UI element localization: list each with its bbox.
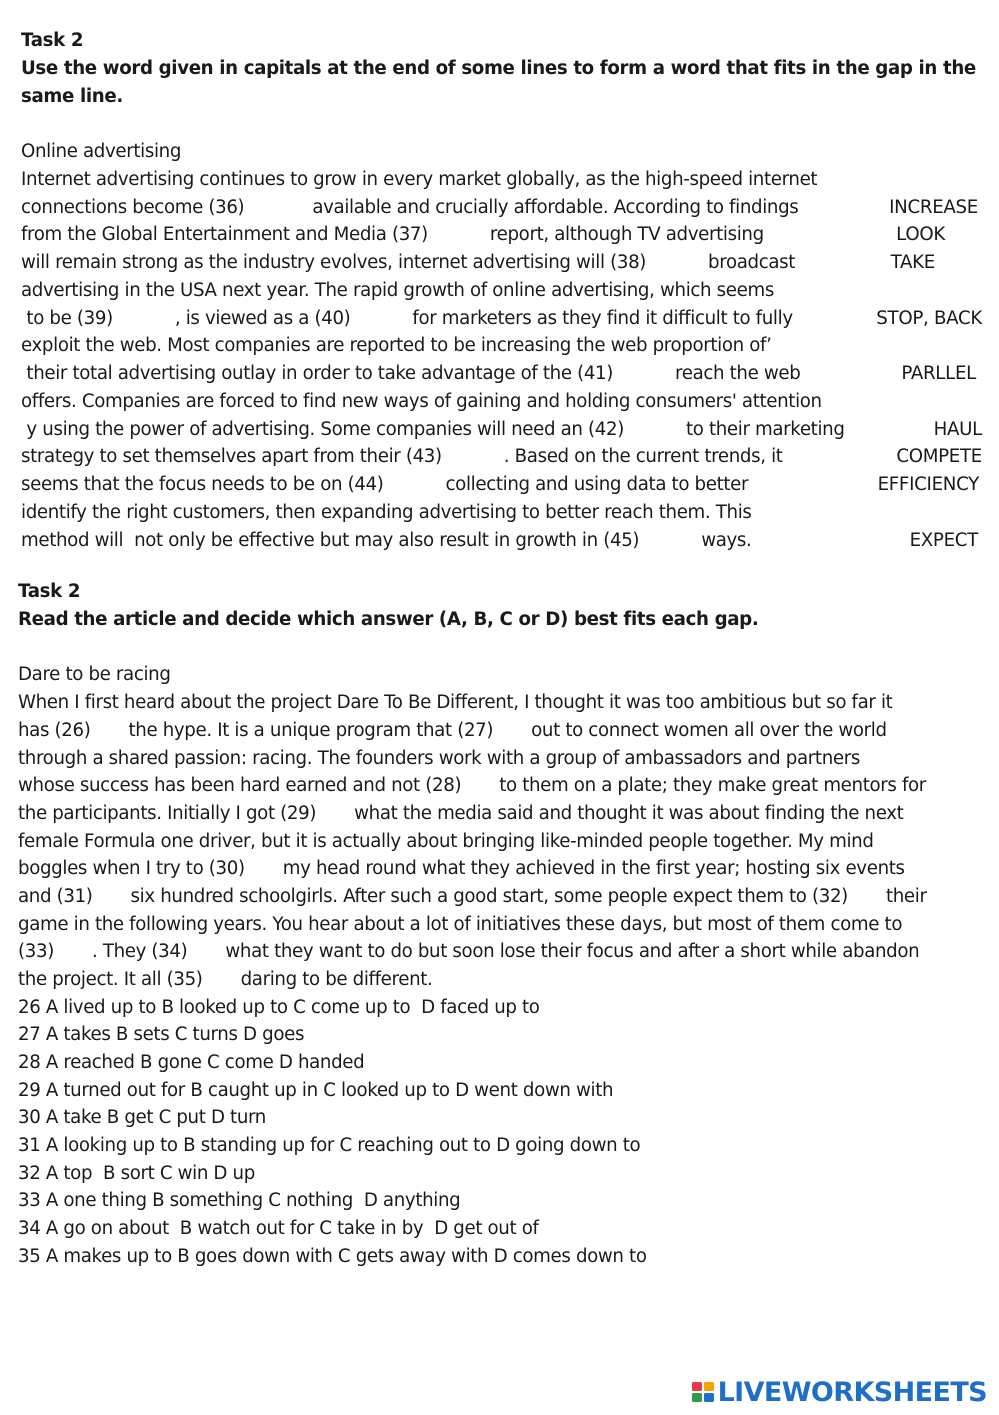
option-line-35: 35 A makes up to B goes down with C gets away with D comes down to — [18, 1246, 647, 1267]
task1-line — [21, 527, 751, 555]
option-line-31: 31 A looking up to B standing up for C reaching out to D going down to — [18, 1135, 641, 1156]
line-text: available and crucially affordable. According to findings — [312, 197, 799, 218]
option-line-33: 33 A one thing B something C nothing D anything — [18, 1190, 461, 1211]
line-text: seems that the focus needs to be on (44) — [21, 474, 384, 495]
task2-instructions: Read the article and decide which answer (A, B, C or D) best fits each gap. — [18, 609, 759, 630]
option-line-34: 34 A go on about B watch out for C take in by D get out of — [18, 1218, 539, 1239]
task1-line — [21, 221, 764, 249]
liveworksheets-logo[interactable] — [692, 1372, 987, 1412]
line-text: y using the power of advertising. Some companies will need an (42) — [21, 419, 624, 440]
line-text: for marketers as they find it difficult to fully — [412, 308, 793, 329]
task1-line — [21, 194, 798, 222]
keyword-parllel: PARLLEL — [901, 363, 976, 384]
line-text: , is viewed as a (40) — [174, 308, 351, 329]
line-text: method will not only be effective but may also result in growth in (45) — [21, 530, 640, 551]
option-line-26: 26 A lived up to B looked up to C come up to D faced up to — [18, 997, 540, 1018]
logo-square-orange — [704, 1382, 714, 1391]
task1-line — [21, 305, 793, 333]
line-text: connections become (36) — [21, 197, 245, 218]
task1-line — [21, 416, 845, 444]
task1-line: Internet advertising continues to grow in every market globally, as the high-speed internet — [21, 169, 818, 190]
line-text: will remain strong as the industry evolves, internet advertising will (38) — [21, 252, 647, 273]
task1-line: identify the right customers, then expanding advertising to better reach them. This — [21, 502, 752, 523]
line-text: ways. — [701, 530, 752, 551]
task1-line — [21, 443, 783, 471]
task1-line: advertising in the USA next year. The rapid growth of online advertising, which seems — [21, 280, 774, 301]
task1-line: offers. Companies are forced to find new ways of gaining and holding consumers' attention — [21, 391, 822, 412]
line-text: strategy to set themselves apart from their (43) — [21, 446, 442, 467]
line-text: collecting and using data to better — [445, 474, 749, 495]
task2-line: game in the following years. You hear about a lot of initiatives these days, but most of them come to — [18, 914, 903, 935]
task2-line: (33) . They (34) what they want to do but soon lose their focus and after a short while abandon — [18, 941, 920, 962]
keyword-stop-back: STOP, BACK — [876, 308, 982, 329]
option-line-30: 30 A take B get C put D turn — [18, 1107, 266, 1128]
task2-line: the project. It all (35) daring to be different. — [18, 969, 433, 990]
task2-line: boggles when I try to (30) my head round what they achieved in the first year; hosting six events — [18, 858, 905, 879]
line-text: their total advertising outlay in order to take advantage of the (41) — [21, 363, 614, 384]
task2-line: whose success has been hard earned and not (28) to them on a plate; they make great mentors for — [18, 775, 926, 796]
logo-square-blue — [704, 1393, 714, 1402]
keyword-compete: COMPETE — [896, 446, 982, 467]
keyword-increase: INCREASE — [889, 197, 978, 218]
keyword-expect: EXPECT — [909, 530, 978, 551]
task2-title: Dare to be racing — [18, 664, 171, 685]
keyword-efficiency: EFFICIENCY — [877, 474, 979, 495]
task1-line — [21, 360, 800, 388]
task2-line: When I first heard about the project Dare To Be Different, I thought it was too ambitious but so far it — [18, 692, 893, 713]
line-text: reach the web — [675, 363, 801, 384]
task2-line: and (31) six hundred schoolgirls. After such a good start, some people expect them to (32) their — [18, 886, 927, 907]
line-text: from the Global Entertainment and Media (37) — [21, 224, 428, 245]
line-text: to be (39) — [21, 308, 113, 329]
keyword-haul: HAUL — [933, 419, 982, 440]
option-line-28: 28 A reached B gone C come D handed — [18, 1052, 365, 1073]
liveworksheets-logo-text: LIVEWORKSHEETS — [717, 1376, 987, 1408]
logo-square-red — [692, 1382, 702, 1391]
task1-instructions-line1: Use the word given in capitals at the end of some lines to form a word that fits in the gap in the — [21, 58, 976, 79]
logo-square-green — [692, 1393, 702, 1402]
line-text: broadcast — [708, 252, 796, 273]
task2-line: the participants. Initially I got (29) what the media said and thought it was about finding the next — [18, 803, 904, 824]
line-text: report, although TV advertising — [489, 224, 764, 245]
task1-title: Online advertising — [21, 141, 182, 162]
keyword-take: TAKE — [890, 252, 935, 273]
option-line-29: 29 A turned out for B caught up in C looked up to D went down with — [18, 1080, 614, 1101]
task2-label: Task 2 — [18, 581, 81, 602]
task1-label: Task 2 — [21, 30, 84, 51]
task1-line — [21, 471, 748, 499]
task1-instructions-line2: same line. — [21, 86, 123, 107]
keyword-look: LOOK — [896, 224, 945, 245]
line-text: . Based on the current trends, it — [503, 446, 783, 467]
task2-line: has (26) the hype. It is a unique program that (27) out to connect women all over the world — [18, 720, 887, 741]
task2-line: through a shared passion: racing. The founders work with a group of ambassadors and partners — [18, 748, 860, 769]
task1-line: exploit the web. Most companies are reported to be increasing the web proportion of’ — [21, 335, 772, 356]
line-text: to their marketing — [685, 419, 845, 440]
option-line-32: 32 A top B sort C win D up — [18, 1163, 255, 1184]
task2-line: female Formula one driver, but it is actually about bringing like-minded people together. My mind — [18, 831, 874, 852]
option-line-27: 27 A takes B sets C turns D goes — [18, 1024, 305, 1045]
liveworksheets-logo-icon — [692, 1379, 714, 1405]
task1-line — [21, 249, 795, 277]
